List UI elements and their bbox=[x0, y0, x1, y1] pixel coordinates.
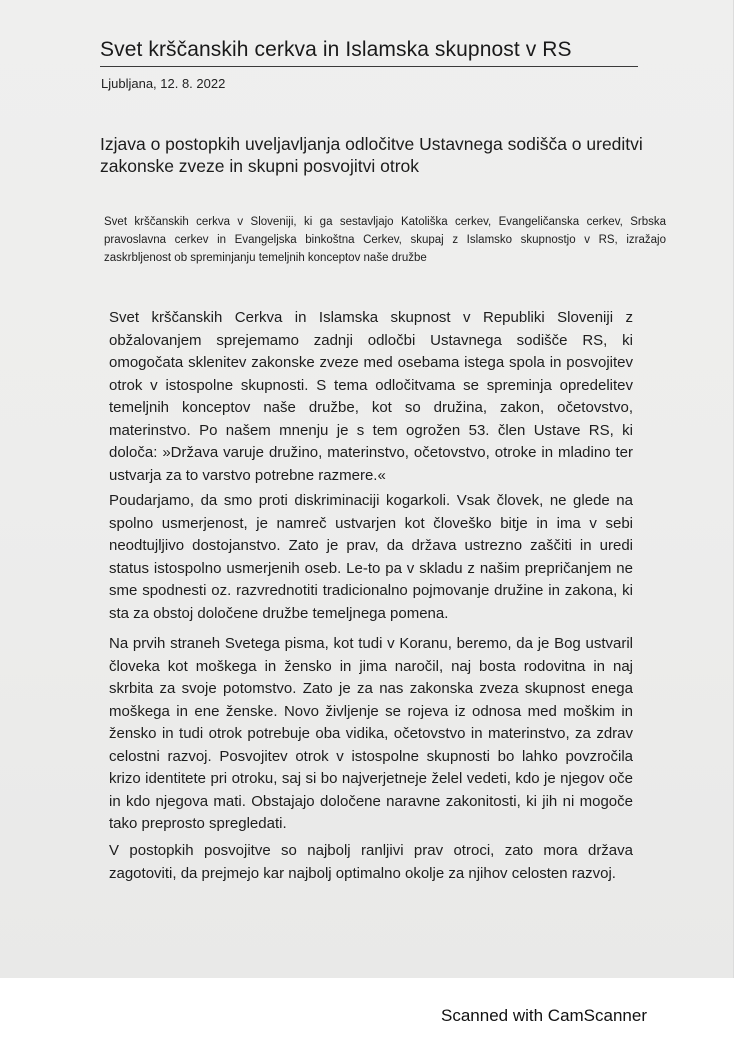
lead-paragraph: Svet krščanskih cerkva v Sloveniji, ki ga sestavljajo Katoliška cerkev, Evangeličanska cerkev, Srbska pravoslavna cerkev in Evangeljska binkoštna Cerkev, skupaj z Islamsko skupnostjo v RS, izražajo zaskrbljenost ob spreminjanju temeljnih konceptov naše družbe bbox=[104, 216, 666, 264]
body-paragraph-2: Poudarjamo, da smo proti diskriminaciji kogarkoli. Vsak človek, ne glede na spolno usmerjenost, je namreč ustvarjen kot človeško bitje in ima v sebi neodtujljivo dostojanstvo. Zato je prav, da država ustrezno zaščiti in uredi status istospolno usmerjenih oseb. Le-to pa v skladu z našim prepričanjem ne sme spodnesti oz. razvrednotiti tradicionalno pojmovanje družine in zakona, ki sta za obstoj določene družbe temeljnega pomena. bbox=[109, 492, 633, 622]
date-line: Ljubljana, 12. 8. 2022 bbox=[101, 76, 226, 91]
organization-title: Svet krščanskih cerkva in Islamska skupnost v RS bbox=[100, 38, 572, 61]
body-paragraph-4: V postopkih posvojitve so najbolj ranljivi prav otroci, zato mora država zagotoviti, da prejmejo kar najbolj optimalno okolje za njihov celosten razvoj. bbox=[109, 842, 633, 882]
scanner-watermark: Scanned with CamScanner bbox=[441, 1006, 648, 1025]
body-paragraph-3: Na prvih straneh Svetega pisma, kot tudi v Koranu, beremo, da je Bog ustvaril človeka kot moškega in žensko in jima naročil, naj bosta rodovitna in naj skrbita za svoje potomstvo. Zato je za nas zakonska zveza skupnost enega moškega in ene ženske. Novo življenje se rojeva iz odnosa med moškim in žensko in tudi otrok potrebuje oba vidika, očetovstvo in materinstvo, za zdrav celostni razvoj. Posvojitev otrok v istospolne skupnosti bo lahko povzročila krizo identitete pri otroku, saj si bo najverjetneje želel vedeti, kdo je njegov oče in kdo njegova mati. Obstajajo določene naravne zakonitosti, ki jih ni mogoče tako preprosto spregledati. bbox=[109, 635, 633, 832]
title-underline bbox=[100, 66, 638, 67]
statement-title: Izjava o postopkih uveljavljanja odločitve Ustavnega sodišča o ureditvi zakonske zveze in skupni posvojitvi otrok bbox=[100, 134, 643, 176]
body-paragraph-1: Svet krščanskih Cerkva in Islamska skupnost v Republiki Sloveniji z obžalovanjem sprejemamo zadnji odločbi Ustavnega sodišče RS, ki omogočata sklenitev zakonske zveze med osebama istega spola in posvojitev otrok v istospolne skupnosti. S tema odločitvama se spreminja opredelitev temeljnih konceptov naše družbe, kot so družina, zakon, očetovstvo, materinstvo. Po našem mnenju je s tem ogrožen 53. člen Ustave RS, ki določa: »Država varuje družino, materinstvo, očetovstvo, otroke in mladino ter ustvarja za to varstvo potrebne razmere.« bbox=[109, 309, 633, 484]
